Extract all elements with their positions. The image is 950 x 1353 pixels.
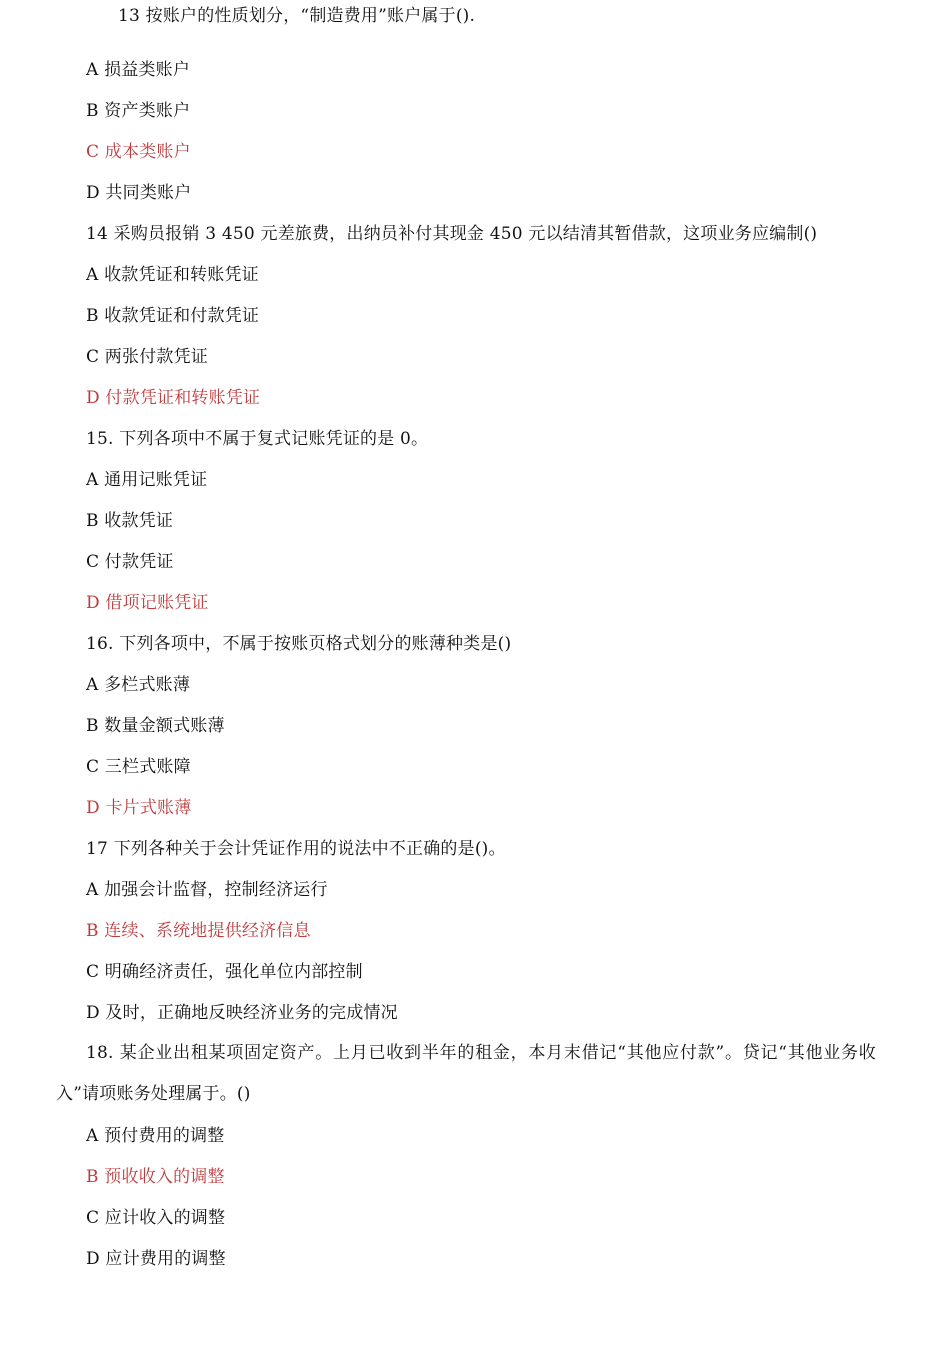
question-16-option-c: C 三栏式账障 — [86, 757, 191, 777]
question-17-option-d: D 及时，正确地反映经济业务的完成情况 — [86, 1003, 398, 1023]
question-13-option-d: D 共同类账户 — [86, 183, 192, 203]
question-15-option-a: A 通用记账凭证 — [86, 470, 208, 490]
question-13-stem: 13 按账户的性质划分，“制造费用”账户属于(). — [118, 6, 476, 26]
question-14-option-b: B 收款凭证和付款凭证 — [86, 306, 260, 326]
question-13-option-b: B 资产类账户 — [86, 101, 191, 121]
question-13-option-a: A 损益类账户 — [86, 60, 191, 80]
question-18-option-d: D 应计费用的调整 — [86, 1249, 226, 1269]
question-14-option-d-answer: D 付款凭证和转账凭证 — [86, 388, 261, 408]
question-16-option-d-answer: D 卡片式账薄 — [86, 798, 192, 818]
question-14-option-a: A 收款凭证和转账凭证 — [86, 265, 259, 285]
question-17-option-c: C 明确经济责任，强化单位内部控制 — [86, 962, 363, 982]
question-16-option-b: B 数量金额式账薄 — [86, 716, 225, 736]
question-18-option-c: C 应计收入的调整 — [86, 1208, 226, 1228]
question-16-option-a: A 多栏式账薄 — [86, 675, 191, 695]
question-17-option-b-answer: B 连续、系统地提供经济信息 — [86, 921, 311, 941]
question-17-option-a: A 加强会计监督，控制经济运行 — [86, 880, 328, 900]
question-17-stem: 17 下列各种关于会计凭证作用的说法中不正确的是()。 — [86, 839, 506, 859]
question-15-option-b: B 收款凭证 — [86, 511, 174, 531]
question-15-stem: 15. 下列各项中不属于复式记账凭证的是 0。 — [86, 429, 429, 449]
question-18-option-a: A 预付费用的调整 — [86, 1126, 225, 1146]
question-13-option-c-answer: C 成本类账户 — [86, 142, 191, 162]
question-15-option-d-answer: D 借项记账凭证 — [86, 593, 209, 613]
question-18-stem: 18. 某企业出租某项固定资产。上月已收到半年的租金，本月末借记“其他应付款”。贷记“其他业务收入”请项账务处理属于。() — [56, 1043, 876, 1104]
question-14-stem: 14 采购员报销 3 450 元差旅费，出纳员补付其现金 450 元以结清其暂借款，这项业务应编制() — [86, 224, 818, 244]
question-14-option-c: C 两张付款凭证 — [86, 347, 209, 367]
question-16-stem: 16. 下列各项中，不属于按账页格式划分的账薄种类是() — [86, 634, 512, 654]
question-15-option-c: C 付款凭证 — [86, 552, 174, 572]
question-18-option-b-answer: B 预收收入的调整 — [86, 1167, 225, 1187]
